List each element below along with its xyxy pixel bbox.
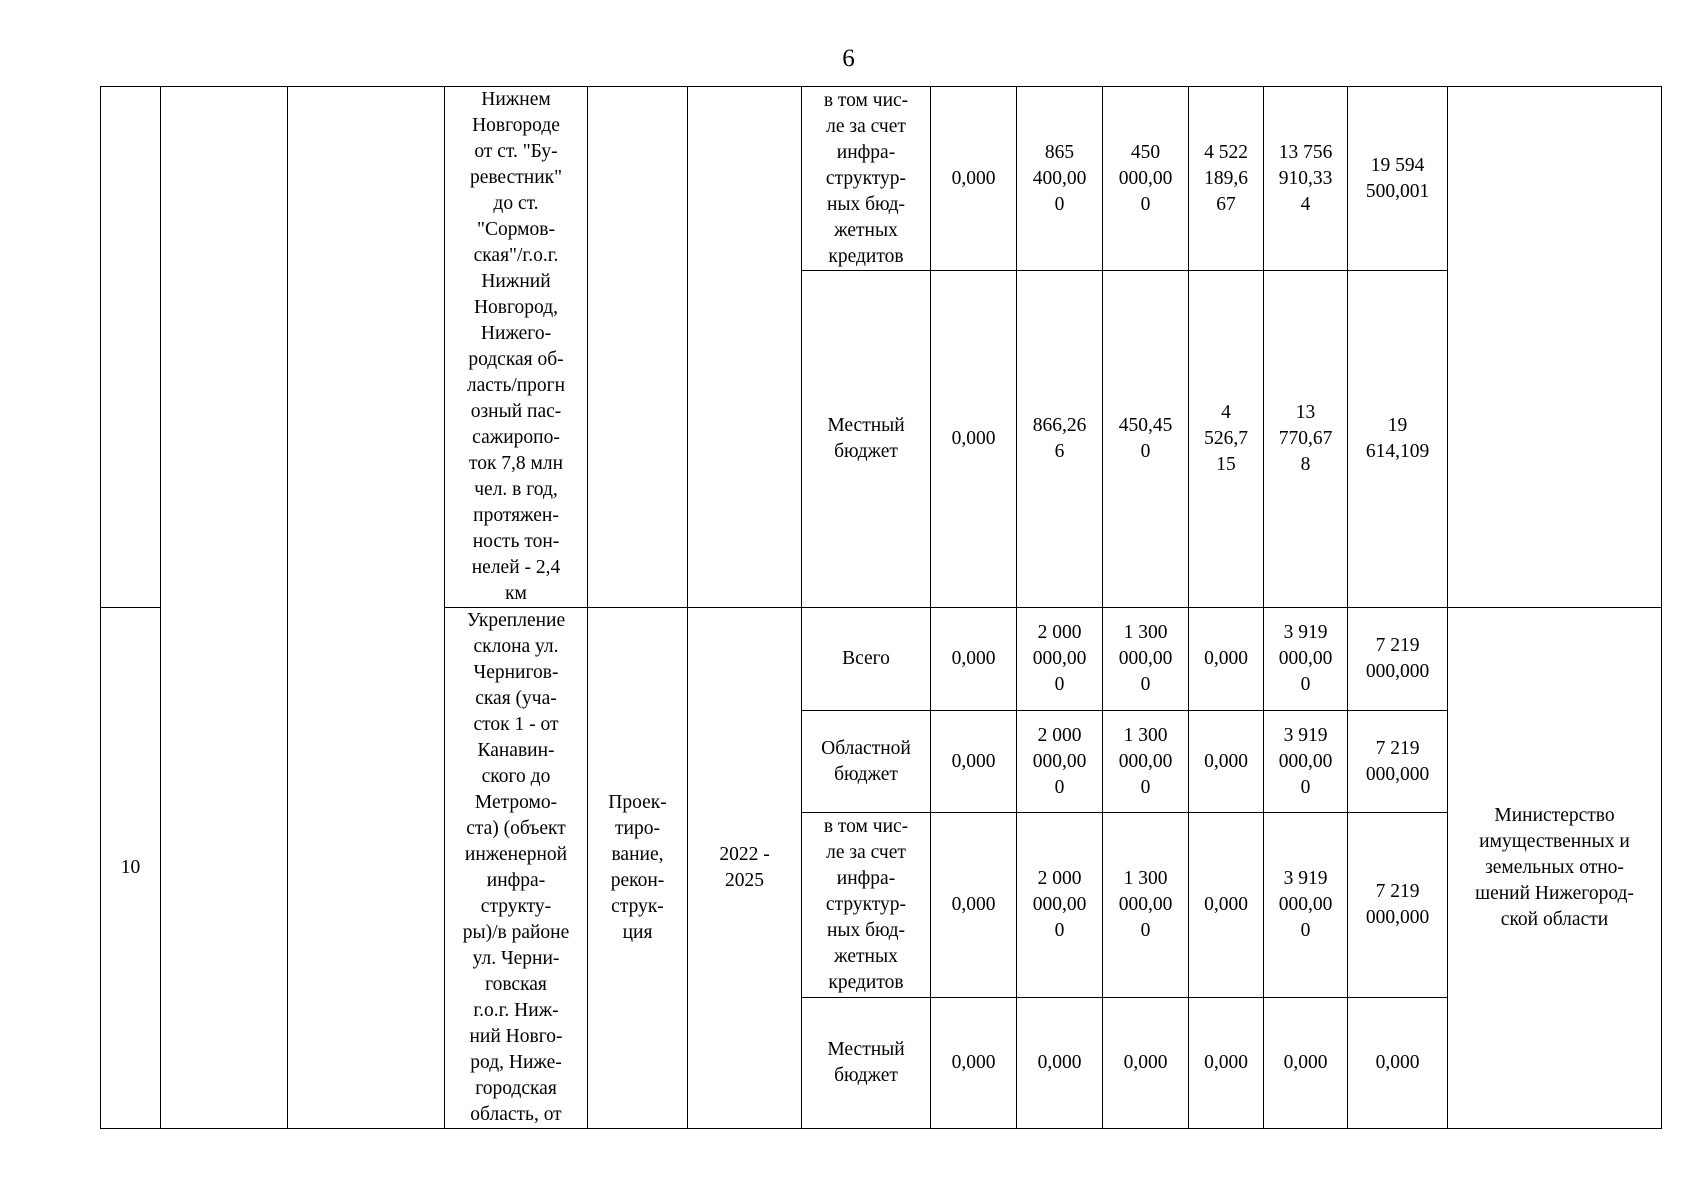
funding-source-cell: в том чис- ле за счет инфра- структур- ных бюд- жетных кредитов xyxy=(802,813,931,998)
amount-cell: 0,000 xyxy=(931,87,1017,271)
amount-cell: 0,000 xyxy=(931,271,1017,608)
amount-cell: 0,000 xyxy=(931,813,1017,998)
period-cell xyxy=(688,87,802,608)
amount-cell: 3 919 000,00 0 xyxy=(1264,813,1348,998)
amount-cell: 13 756 910,33 4 xyxy=(1264,87,1348,271)
amount-cell: 3 919 000,00 0 xyxy=(1264,711,1348,813)
work-type-cell xyxy=(588,87,688,608)
work-type-cell: Проек- тиро- вание, рекон- струк- ция xyxy=(588,608,688,1129)
total-amount-cell: 19 594 500,001 xyxy=(1348,87,1448,271)
object-description-cell: Укрепление склона ул. Чернигов- ская (уча- сток 1 - от Канавин- ского до Метромо- ста) (объект инженерной инфра- структу- ры)/в районе ул. Черни- говская г.о.г. Ниж- ний Новго- род, Ниже- городская область, от xyxy=(445,608,588,1129)
total-amount-cell: 0,000 xyxy=(1348,998,1448,1129)
period-cell: 2022 - 2025 xyxy=(688,608,802,1129)
table-row xyxy=(101,87,1662,271)
amount-cell: 4 522 189,6 67 xyxy=(1189,87,1264,271)
amount-cell: 450 000,00 0 xyxy=(1103,87,1189,271)
amount-cell: 3 919 000,00 0 xyxy=(1264,608,1348,711)
responsible-cell xyxy=(1448,87,1662,608)
responsible-cell: Министерство имущественных и земельных отно- шений Нижегород- ской области xyxy=(1448,608,1662,1129)
amount-cell: 1 300 000,00 0 xyxy=(1103,711,1189,813)
row-number-cell: 10 xyxy=(101,608,161,1129)
amount-cell: 0,000 xyxy=(931,711,1017,813)
amount-cell: 0,000 xyxy=(1189,711,1264,813)
total-amount-cell: 7 219 000,000 xyxy=(1348,608,1448,711)
total-amount-cell: 7 219 000,000 xyxy=(1348,711,1448,813)
row-number-cell xyxy=(101,87,161,608)
section-cell xyxy=(288,87,445,1129)
amount-cell: 0,000 xyxy=(1103,998,1189,1129)
funding-source-cell: Всего xyxy=(802,608,931,711)
program-cell xyxy=(161,87,288,1129)
funding-source-cell: Местный бюджет xyxy=(802,998,931,1129)
funding-source-cell: Областной бюджет xyxy=(802,711,931,813)
amount-cell: 0,000 xyxy=(931,998,1017,1129)
amount-cell: 866,26 6 xyxy=(1017,271,1103,608)
amount-cell: 450,45 0 xyxy=(1103,271,1189,608)
amount-cell: 865 400,00 0 xyxy=(1017,87,1103,271)
amount-cell: 0,000 xyxy=(1189,813,1264,998)
page-number: 6 xyxy=(842,45,855,72)
budget-table xyxy=(100,86,1662,1129)
total-amount-cell: 7 219 000,000 xyxy=(1348,813,1448,998)
object-description-cell: Нижнем Новгороде от ст. "Бу- ревестник" до ст. "Сормов- ская"/г.о.г. Нижний Новгород, Нижего- родская об- ласть/прогн озный пас- сажиропо- ток 7,8 млн чел. в год, протяжен- ность тон- нелей - 2,4 км xyxy=(445,87,588,608)
amount-cell: 1 300 000,00 0 xyxy=(1103,813,1189,998)
amount-cell: 13 770,67 8 xyxy=(1264,271,1348,608)
amount-cell: 0,000 xyxy=(1264,998,1348,1129)
amount-cell: 0,000 xyxy=(1189,608,1264,711)
funding-source-cell: в том чис- ле за счет инфра- структур- ных бюд- жетных кредитов xyxy=(802,87,931,271)
total-amount-cell: 19 614,109 xyxy=(1348,271,1448,608)
amount-cell: 0,000 xyxy=(931,608,1017,711)
amount-cell: 0,000 xyxy=(1189,998,1264,1129)
amount-cell: 4 526,7 15 xyxy=(1189,271,1264,608)
amount-cell: 2 000 000,00 0 xyxy=(1017,813,1103,998)
amount-cell: 1 300 000,00 0 xyxy=(1103,608,1189,711)
amount-cell: 2 000 000,00 0 xyxy=(1017,711,1103,813)
funding-source-cell: Местный бюджет xyxy=(802,271,931,608)
amount-cell: 0,000 xyxy=(1017,998,1103,1129)
amount-cell: 2 000 000,00 0 xyxy=(1017,608,1103,711)
